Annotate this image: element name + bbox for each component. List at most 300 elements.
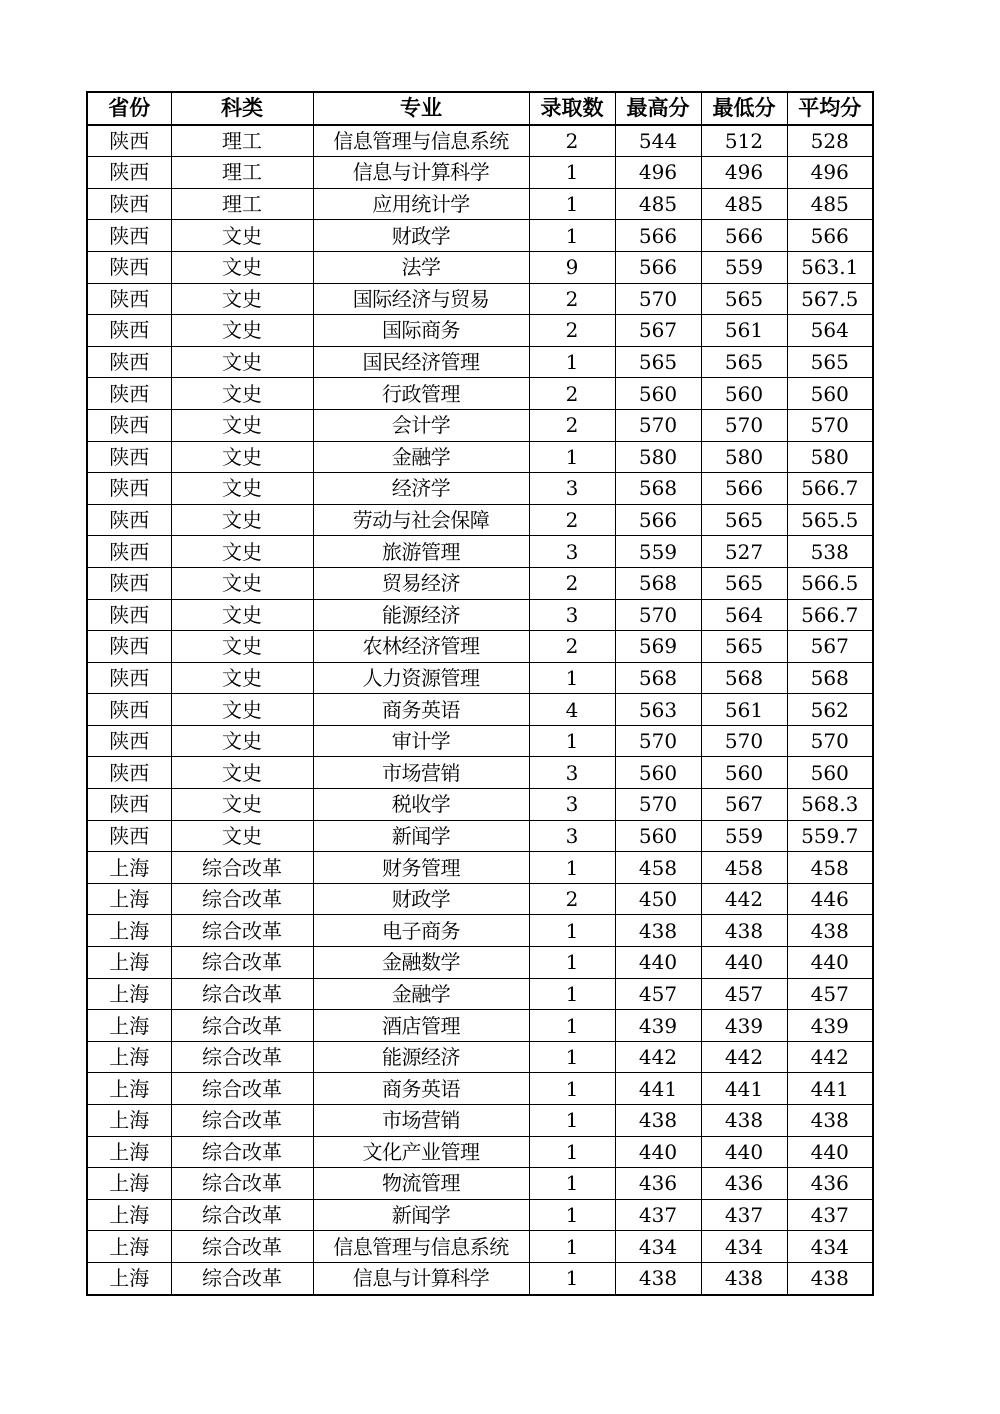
- category-cell: 综合改革: [171, 1168, 313, 1200]
- avg-score-cell: 567: [787, 631, 873, 663]
- province-cell: 陕西: [87, 378, 171, 410]
- min-score-cell: 527: [701, 536, 787, 568]
- avg-score-cell: 434: [787, 1231, 873, 1263]
- category-cell: 文史: [171, 315, 313, 347]
- admitted-count-cell: 3: [529, 757, 615, 789]
- min-score-cell: 565: [701, 346, 787, 378]
- table-row: [87, 725, 873, 757]
- avg-score-cell: 436: [787, 1168, 873, 1200]
- avg-score-cell: 437: [787, 1199, 873, 1231]
- min-score-cell: 436: [701, 1168, 787, 1200]
- category-cell: 综合改革: [171, 947, 313, 979]
- major-cell: 新闻学: [313, 1199, 529, 1231]
- avg-score-cell: 441: [787, 1073, 873, 1105]
- major-cell: 国际商务: [313, 315, 529, 347]
- table-row: [87, 188, 873, 220]
- max-score-cell: 450: [615, 883, 701, 915]
- max-score-cell: 566: [615, 251, 701, 283]
- avg-score-cell: 440: [787, 947, 873, 979]
- major-cell: 旅游管理: [313, 536, 529, 568]
- admitted-count-cell: 1: [529, 220, 615, 252]
- min-score-cell: 560: [701, 757, 787, 789]
- major-cell: 金融数学: [313, 947, 529, 979]
- max-score-cell: 496: [615, 157, 701, 189]
- table-row: [87, 378, 873, 410]
- province-cell: 陕西: [87, 567, 171, 599]
- province-cell: 陕西: [87, 220, 171, 252]
- max-score-cell: 438: [615, 1262, 701, 1294]
- min-score-cell: 457: [701, 978, 787, 1010]
- avg-score-cell: 442: [787, 1041, 873, 1073]
- table-row: [87, 915, 873, 947]
- avg-score-cell: 560: [787, 378, 873, 410]
- max-score-cell: 565: [615, 346, 701, 378]
- avg-score-cell: 528: [787, 125, 873, 157]
- province-cell: 上海: [87, 1231, 171, 1263]
- table-row: [87, 662, 873, 694]
- admitted-count-cell: 2: [529, 567, 615, 599]
- category-cell: 文史: [171, 757, 313, 789]
- category-cell: 综合改革: [171, 1073, 313, 1105]
- category-cell: 文史: [171, 662, 313, 694]
- min-score-cell: 561: [701, 694, 787, 726]
- province-cell: 上海: [87, 852, 171, 884]
- max-score-cell: 457: [615, 978, 701, 1010]
- avg-score-cell: 565.5: [787, 504, 873, 536]
- admitted-count-cell: 1: [529, 1041, 615, 1073]
- category-cell: 文史: [171, 378, 313, 410]
- category-cell: 文史: [171, 504, 313, 536]
- admitted-count-cell: 3: [529, 599, 615, 631]
- avg-score-cell: 566.7: [787, 599, 873, 631]
- header-province: 省份: [87, 92, 171, 125]
- table-row: [87, 789, 873, 821]
- category-cell: 综合改革: [171, 1231, 313, 1263]
- min-score-cell: 496: [701, 157, 787, 189]
- max-score-cell: 570: [615, 599, 701, 631]
- province-cell: 陕西: [87, 157, 171, 189]
- major-cell: 经济学: [313, 473, 529, 505]
- min-score-cell: 559: [701, 251, 787, 283]
- max-score-cell: 438: [615, 1105, 701, 1137]
- avg-score-cell: 440: [787, 1136, 873, 1168]
- major-cell: 信息管理与信息系统: [313, 1231, 529, 1263]
- table-row: [87, 473, 873, 505]
- major-cell: 行政管理: [313, 378, 529, 410]
- table-row: [87, 883, 873, 915]
- min-score-cell: 570: [701, 725, 787, 757]
- avg-score-cell: 566.7: [787, 473, 873, 505]
- major-cell: 法学: [313, 251, 529, 283]
- table-row: [87, 1136, 873, 1168]
- admitted-count-cell: 1: [529, 1199, 615, 1231]
- min-score-cell: 437: [701, 1199, 787, 1231]
- major-cell: 金融学: [313, 441, 529, 473]
- province-cell: 上海: [87, 1041, 171, 1073]
- category-cell: 文史: [171, 346, 313, 378]
- category-cell: 文史: [171, 441, 313, 473]
- province-cell: 陕西: [87, 504, 171, 536]
- max-score-cell: 436: [615, 1168, 701, 1200]
- table-header-row: [87, 92, 873, 125]
- max-score-cell: 570: [615, 789, 701, 821]
- table-row: [87, 694, 873, 726]
- table-row: [87, 820, 873, 852]
- province-cell: 陕西: [87, 346, 171, 378]
- admitted-count-cell: 2: [529, 378, 615, 410]
- table-row: [87, 536, 873, 568]
- admitted-count-cell: 2: [529, 315, 615, 347]
- province-cell: 上海: [87, 1105, 171, 1137]
- category-cell: 理工: [171, 125, 313, 157]
- max-score-cell: 438: [615, 915, 701, 947]
- category-cell: 文史: [171, 220, 313, 252]
- table-row: [87, 125, 873, 157]
- major-cell: 能源经济: [313, 1041, 529, 1073]
- admitted-count-cell: 1: [529, 441, 615, 473]
- table-row: [87, 947, 873, 979]
- province-cell: 陕西: [87, 694, 171, 726]
- category-cell: 综合改革: [171, 1262, 313, 1294]
- min-score-cell: 438: [701, 1262, 787, 1294]
- table-row: [87, 157, 873, 189]
- min-score-cell: 438: [701, 1105, 787, 1137]
- major-cell: 劳动与社会保障: [313, 504, 529, 536]
- province-cell: 陕西: [87, 441, 171, 473]
- min-score-cell: 485: [701, 188, 787, 220]
- avg-score-cell: 485: [787, 188, 873, 220]
- min-score-cell: 568: [701, 662, 787, 694]
- province-cell: 陕西: [87, 283, 171, 315]
- province-cell: 陕西: [87, 536, 171, 568]
- max-score-cell: 560: [615, 378, 701, 410]
- max-score-cell: 441: [615, 1073, 701, 1105]
- avg-score-cell: 567.5: [787, 283, 873, 315]
- min-score-cell: 434: [701, 1231, 787, 1263]
- table-row: [87, 441, 873, 473]
- avg-score-cell: 565: [787, 346, 873, 378]
- min-score-cell: 512: [701, 125, 787, 157]
- province-cell: 上海: [87, 915, 171, 947]
- avg-score-cell: 439: [787, 1010, 873, 1042]
- category-cell: 理工: [171, 157, 313, 189]
- max-score-cell: 568: [615, 473, 701, 505]
- major-cell: 信息管理与信息系统: [313, 125, 529, 157]
- max-score-cell: 434: [615, 1231, 701, 1263]
- max-score-cell: 442: [615, 1041, 701, 1073]
- min-score-cell: 561: [701, 315, 787, 347]
- category-cell: 文史: [171, 694, 313, 726]
- major-cell: 国际经济与贸易: [313, 283, 529, 315]
- avg-score-cell: 438: [787, 915, 873, 947]
- category-cell: 文史: [171, 789, 313, 821]
- province-cell: 上海: [87, 1168, 171, 1200]
- province-cell: 上海: [87, 1010, 171, 1042]
- min-score-cell: 565: [701, 631, 787, 663]
- avg-score-cell: 568: [787, 662, 873, 694]
- min-score-cell: 570: [701, 409, 787, 441]
- avg-score-cell: 496: [787, 157, 873, 189]
- admitted-count-cell: 1: [529, 725, 615, 757]
- major-cell: 电子商务: [313, 915, 529, 947]
- category-cell: 综合改革: [171, 1136, 313, 1168]
- min-score-cell: 565: [701, 283, 787, 315]
- min-score-cell: 442: [701, 883, 787, 915]
- province-cell: 陕西: [87, 820, 171, 852]
- major-cell: 能源经济: [313, 599, 529, 631]
- category-cell: 文史: [171, 631, 313, 663]
- table-row: [87, 315, 873, 347]
- min-score-cell: 440: [701, 947, 787, 979]
- min-score-cell: 564: [701, 599, 787, 631]
- admitted-count-cell: 2: [529, 409, 615, 441]
- major-cell: 审计学: [313, 725, 529, 757]
- admitted-count-cell: 2: [529, 125, 615, 157]
- max-score-cell: 580: [615, 441, 701, 473]
- min-score-cell: 565: [701, 567, 787, 599]
- avg-score-cell: 559.7: [787, 820, 873, 852]
- major-cell: 商务英语: [313, 694, 529, 726]
- header-min-score: 最低分: [701, 92, 787, 125]
- table-row: [87, 1073, 873, 1105]
- min-score-cell: 441: [701, 1073, 787, 1105]
- major-cell: 人力资源管理: [313, 662, 529, 694]
- admitted-count-cell: 3: [529, 789, 615, 821]
- max-score-cell: 563: [615, 694, 701, 726]
- province-cell: 陕西: [87, 662, 171, 694]
- category-cell: 文史: [171, 725, 313, 757]
- admitted-count-cell: 2: [529, 883, 615, 915]
- avg-score-cell: 566: [787, 220, 873, 252]
- max-score-cell: 439: [615, 1010, 701, 1042]
- admitted-count-cell: 1: [529, 1262, 615, 1294]
- major-cell: 物流管理: [313, 1168, 529, 1200]
- province-cell: 上海: [87, 883, 171, 915]
- admitted-count-cell: 1: [529, 852, 615, 884]
- max-score-cell: 570: [615, 409, 701, 441]
- table-row: [87, 409, 873, 441]
- table-row: [87, 757, 873, 789]
- avg-score-cell: 563.1: [787, 251, 873, 283]
- avg-score-cell: 438: [787, 1262, 873, 1294]
- major-cell: 会计学: [313, 409, 529, 441]
- admitted-count-cell: 1: [529, 947, 615, 979]
- table-row: [87, 1168, 873, 1200]
- admitted-count-cell: 4: [529, 694, 615, 726]
- avg-score-cell: 458: [787, 852, 873, 884]
- avg-score-cell: 538: [787, 536, 873, 568]
- avg-score-cell: 566.5: [787, 567, 873, 599]
- province-cell: 陕西: [87, 789, 171, 821]
- table-row: [87, 852, 873, 884]
- province-cell: 陕西: [87, 725, 171, 757]
- major-cell: 商务英语: [313, 1073, 529, 1105]
- province-cell: 上海: [87, 1136, 171, 1168]
- category-cell: 文史: [171, 820, 313, 852]
- table-row: [87, 220, 873, 252]
- max-score-cell: 568: [615, 567, 701, 599]
- table-row: [87, 567, 873, 599]
- major-cell: 财务管理: [313, 852, 529, 884]
- max-score-cell: 560: [615, 820, 701, 852]
- table-row: [87, 599, 873, 631]
- max-score-cell: 566: [615, 220, 701, 252]
- min-score-cell: 559: [701, 820, 787, 852]
- major-cell: 税收学: [313, 789, 529, 821]
- header-admitted-count: 录取数: [529, 92, 615, 125]
- table-row: [87, 1231, 873, 1263]
- admitted-count-cell: 1: [529, 1073, 615, 1105]
- category-cell: 综合改革: [171, 1199, 313, 1231]
- min-score-cell: 566: [701, 220, 787, 252]
- max-score-cell: 544: [615, 125, 701, 157]
- admitted-count-cell: 1: [529, 1136, 615, 1168]
- major-cell: 财政学: [313, 883, 529, 915]
- avg-score-cell: 457: [787, 978, 873, 1010]
- avg-score-cell: 570: [787, 725, 873, 757]
- min-score-cell: 440: [701, 1136, 787, 1168]
- table-row: [87, 1010, 873, 1042]
- admitted-count-cell: 3: [529, 820, 615, 852]
- admitted-count-cell: 2: [529, 631, 615, 663]
- category-cell: 综合改革: [171, 915, 313, 947]
- min-score-cell: 560: [701, 378, 787, 410]
- table-body: [87, 125, 873, 1295]
- max-score-cell: 568: [615, 662, 701, 694]
- province-cell: 陕西: [87, 757, 171, 789]
- table-row: [87, 1041, 873, 1073]
- major-cell: 财政学: [313, 220, 529, 252]
- min-score-cell: 438: [701, 915, 787, 947]
- table-row: [87, 504, 873, 536]
- province-cell: 上海: [87, 1199, 171, 1231]
- admitted-count-cell: 1: [529, 978, 615, 1010]
- max-score-cell: 570: [615, 283, 701, 315]
- province-cell: 陕西: [87, 631, 171, 663]
- province-cell: 陕西: [87, 473, 171, 505]
- category-cell: 文史: [171, 567, 313, 599]
- category-cell: 综合改革: [171, 978, 313, 1010]
- table-row: [87, 346, 873, 378]
- category-cell: 文史: [171, 283, 313, 315]
- category-cell: 理工: [171, 188, 313, 220]
- max-score-cell: 440: [615, 947, 701, 979]
- avg-score-cell: 580: [787, 441, 873, 473]
- category-cell: 综合改革: [171, 1041, 313, 1073]
- max-score-cell: 559: [615, 536, 701, 568]
- category-cell: 综合改革: [171, 1105, 313, 1137]
- admitted-count-cell: 3: [529, 536, 615, 568]
- table-row: [87, 1105, 873, 1137]
- major-cell: 国民经济管理: [313, 346, 529, 378]
- category-cell: 综合改革: [171, 852, 313, 884]
- category-cell: 文史: [171, 599, 313, 631]
- min-score-cell: 566: [701, 473, 787, 505]
- province-cell: 陕西: [87, 599, 171, 631]
- table-row: [87, 251, 873, 283]
- max-score-cell: 485: [615, 188, 701, 220]
- admitted-count-cell: 2: [529, 283, 615, 315]
- major-cell: 贸易经济: [313, 567, 529, 599]
- major-cell: 酒店管理: [313, 1010, 529, 1042]
- admitted-count-cell: 1: [529, 1010, 615, 1042]
- province-cell: 陕西: [87, 125, 171, 157]
- max-score-cell: 440: [615, 1136, 701, 1168]
- category-cell: 文史: [171, 409, 313, 441]
- min-score-cell: 442: [701, 1041, 787, 1073]
- admitted-count-cell: 1: [529, 1168, 615, 1200]
- max-score-cell: 458: [615, 852, 701, 884]
- avg-score-cell: 560: [787, 757, 873, 789]
- header-max-score: 最高分: [615, 92, 701, 125]
- admitted-count-cell: 1: [529, 662, 615, 694]
- avg-score-cell: 562: [787, 694, 873, 726]
- table-row: [87, 1199, 873, 1231]
- major-cell: 农林经济管理: [313, 631, 529, 663]
- category-cell: 文史: [171, 536, 313, 568]
- max-score-cell: 566: [615, 504, 701, 536]
- province-cell: 上海: [87, 947, 171, 979]
- table-row: [87, 1262, 873, 1294]
- admitted-count-cell: 1: [529, 1231, 615, 1263]
- max-score-cell: 569: [615, 631, 701, 663]
- major-cell: 金融学: [313, 978, 529, 1010]
- avg-score-cell: 568.3: [787, 789, 873, 821]
- major-cell: 应用统计学: [313, 188, 529, 220]
- max-score-cell: 570: [615, 725, 701, 757]
- major-cell: 新闻学: [313, 820, 529, 852]
- max-score-cell: 437: [615, 1199, 701, 1231]
- admitted-count-cell: 1: [529, 1105, 615, 1137]
- avg-score-cell: 564: [787, 315, 873, 347]
- category-cell: 文史: [171, 473, 313, 505]
- major-cell: 文化产业管理: [313, 1136, 529, 1168]
- admitted-count-cell: 1: [529, 346, 615, 378]
- avg-score-cell: 570: [787, 409, 873, 441]
- admitted-count-cell: 9: [529, 251, 615, 283]
- category-cell: 文史: [171, 251, 313, 283]
- table-row: [87, 631, 873, 663]
- table-row: [87, 283, 873, 315]
- province-cell: 陕西: [87, 315, 171, 347]
- province-cell: 陕西: [87, 251, 171, 283]
- major-cell: 市场营销: [313, 757, 529, 789]
- category-cell: 综合改革: [171, 883, 313, 915]
- avg-score-cell: 438: [787, 1105, 873, 1137]
- admitted-count-cell: 3: [529, 473, 615, 505]
- province-cell: 上海: [87, 1262, 171, 1294]
- admission-scores-table: [86, 91, 874, 1296]
- province-cell: 陕西: [87, 409, 171, 441]
- major-cell: 信息与计算科学: [313, 1262, 529, 1294]
- major-cell: 信息与计算科学: [313, 157, 529, 189]
- province-cell: 上海: [87, 978, 171, 1010]
- max-score-cell: 560: [615, 757, 701, 789]
- header-avg-score: 平均分: [787, 92, 873, 125]
- min-score-cell: 458: [701, 852, 787, 884]
- min-score-cell: 439: [701, 1010, 787, 1042]
- table-row: [87, 978, 873, 1010]
- admitted-count-cell: 2: [529, 504, 615, 536]
- admitted-count-cell: 1: [529, 157, 615, 189]
- min-score-cell: 567: [701, 789, 787, 821]
- header-category: 科类: [171, 92, 313, 125]
- min-score-cell: 565: [701, 504, 787, 536]
- admitted-count-cell: 1: [529, 188, 615, 220]
- province-cell: 陕西: [87, 188, 171, 220]
- min-score-cell: 580: [701, 441, 787, 473]
- header-major: 专业: [313, 92, 529, 125]
